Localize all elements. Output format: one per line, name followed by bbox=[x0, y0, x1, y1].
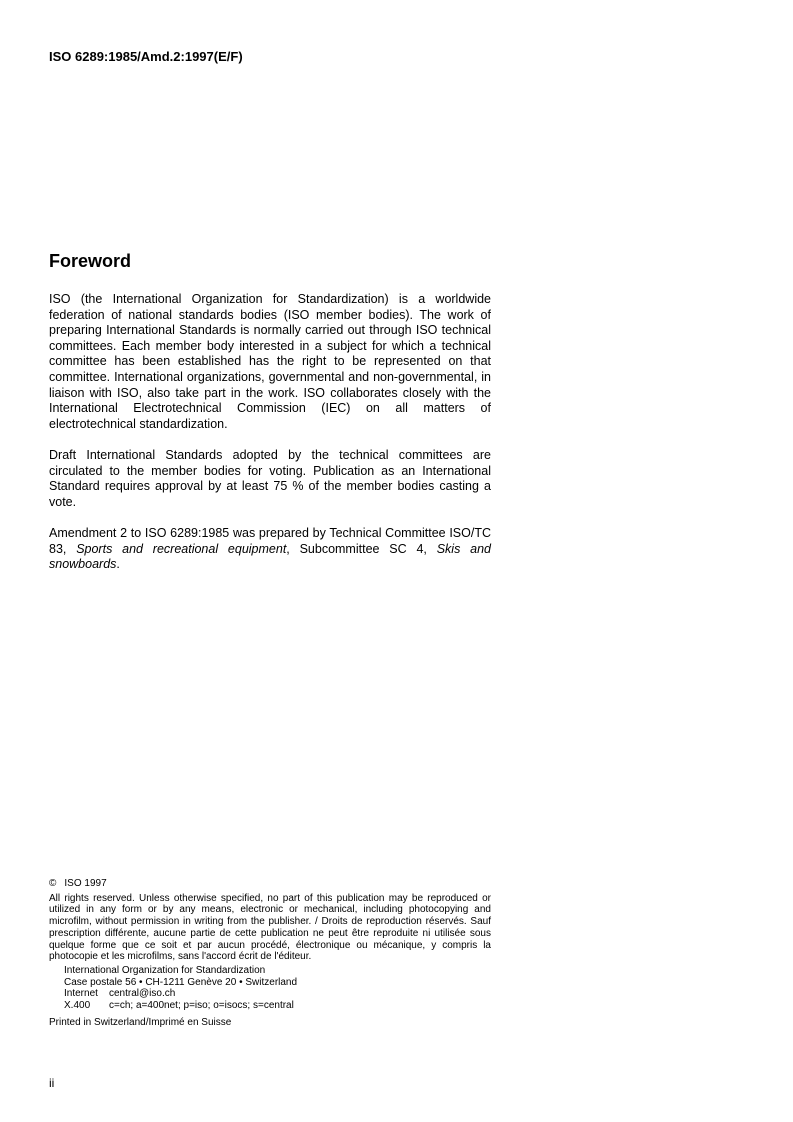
foreword-title: Foreword bbox=[49, 251, 132, 271]
p3-text-3: . bbox=[116, 557, 120, 572]
copyright-symbol: © bbox=[49, 878, 57, 889]
p3-text-1: Amendment 2 to ISO 6289:1985 was prepared by Technical Committee ISO/TC 83, bbox=[49, 525, 491, 556]
publisher-org: International Organization for Standardization bbox=[64, 964, 266, 976]
subcommittee-name: Skis and snowboards bbox=[49, 541, 491, 572]
printed-in: Printed in Switzerland/Imprimé en Suisse bbox=[49, 1016, 232, 1028]
internet-row bbox=[64, 988, 491, 1000]
x400-row bbox=[64, 1000, 491, 1012]
internet-value: central@iso.ch bbox=[109, 988, 176, 1000]
rights-statement: All rights reserved. Unless otherwise specified, no part of this publication may be reproduced or utilized in any form or by any means, electronic or mechanical, including photocopying and microfilm, without permission in writing from the publisher. / Droits de reproduction réservés. Sauf prescription différente, aucune partie de cette publication ne peut être reproduite ni utilisée sous quelque forme que ce soit et par aucun procédé, électronique ou mécanique, y compris la photocopie et les microfilms, sans l'accord écrit de l'éditeur. bbox=[49, 892, 491, 963]
page-number: ii bbox=[49, 1076, 55, 1090]
foreword-paragraph-1: ISO (the International Organization for Standardization) is a worldwide federation of national standards bodies (ISO member bodies). The work of preparing International Standards is normally carried out through ISO technical committees. Each member body interested in a subject for which a technical committee has been established has the right to be represented on that committee. International organizations, governmental and non-governmental, in liaison with ISO, also take part in the work. ISO collaborates closely with the International Electrotechnical Commission (IEC) on all matters of electrotechnical standardization. bbox=[49, 292, 491, 431]
x400-value: c=ch; a=400net; p=iso; o=isocs; s=central bbox=[109, 1000, 294, 1012]
internet-label: Internet bbox=[64, 988, 98, 1000]
foreword-paragraph-2: Draft International Standards adopted by the technical committees are circulated to the member bodies for voting. Publication as an International Standard requires approval by at least 75 % of the member bodies casting a vote. bbox=[49, 447, 491, 509]
copyright-block bbox=[49, 878, 491, 1028]
publisher-address bbox=[64, 965, 491, 1012]
postal-address: Case postale 56 • CH-1211 Genève 20 • Switzerland bbox=[64, 976, 298, 988]
foreword-paragraph-3 bbox=[49, 526, 491, 573]
committee-name: Sports and recreational equipment bbox=[76, 541, 287, 556]
document-id-header: ISO 6289:1985/Amd.2:1997(E/F) bbox=[49, 49, 243, 64]
x400-label: X.400 bbox=[64, 1000, 91, 1012]
p3-text-2: , Subcommittee SC 4, bbox=[286, 541, 437, 556]
foreword-body bbox=[49, 292, 491, 588]
copyright-line bbox=[49, 878, 491, 890]
copyright-year: ISO 1997 bbox=[64, 878, 107, 889]
